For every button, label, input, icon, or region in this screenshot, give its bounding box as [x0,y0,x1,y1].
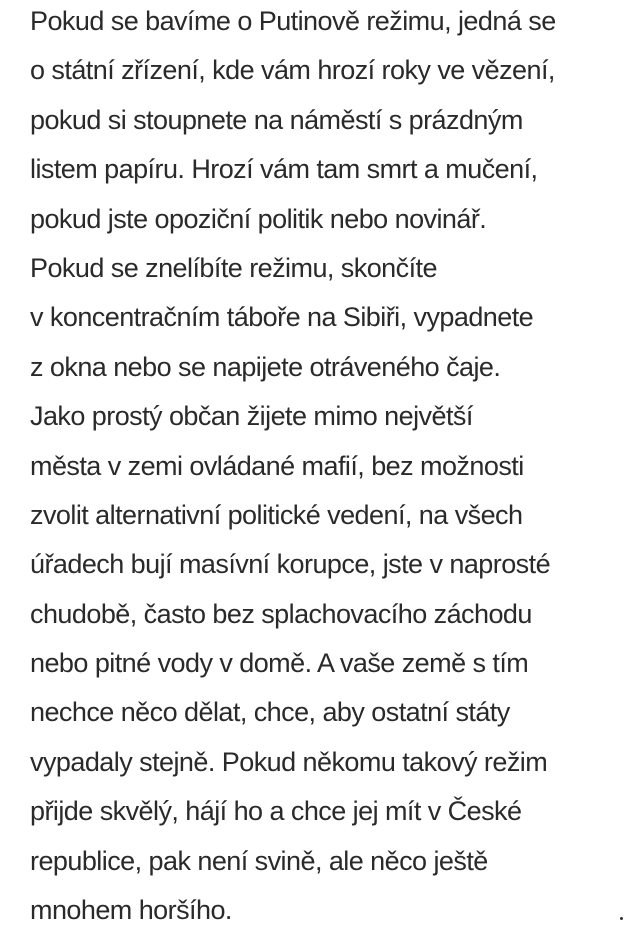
text-line: města v zemi ovládané mafií, bez možnosti [30,450,524,481]
text-line: Pokud se znelíbíte režimu, skončíte [30,252,437,283]
text-line: nechce něco dělat, chce, aby ostatní státy [30,697,510,728]
text-line: z okna nebo se napijete otráveného čaje. [30,351,501,382]
text-line: mnohem horšího. [30,895,232,926]
text-line: republice, pak není svině, ale něco ještě [30,845,488,876]
text-line: přijde skvělý, hájí ho a chce jej mít v České [30,796,522,827]
text-line: nebo pitné vody v domě. A vaše země s tím [30,648,529,679]
text-line: chudobě, často bez splachovacího záchodu [30,598,532,629]
text-line: v koncentračním táboře na Sibiři, vypadnete [30,302,534,333]
article-text [30,4,630,942]
text-line: vypadaly stejně. Pokud někomu takový režim [30,746,548,777]
text-line: úřadech bují masívní korupce, jste v naprosté [30,549,551,580]
text-line: zvolit alternativní politické vedení, na všech [30,499,523,530]
text-line: pokud jste opoziční politik nebo novinář. [30,203,487,234]
text-line: o státní zřízení, kde vám hrozí roky ve vězení, [30,55,555,86]
text-line: Pokud se bavíme o Putinově režimu, jedná se [30,6,556,36]
text-line: Jako prostý občan žijete mimo největší [30,401,473,432]
text-line: listem papíru. Hrozí vám tam smrt a mučení, [30,154,538,185]
text-line: pokud si stoupnete na náměstí s prázdným [30,104,523,135]
dot-mark [620,917,623,920]
